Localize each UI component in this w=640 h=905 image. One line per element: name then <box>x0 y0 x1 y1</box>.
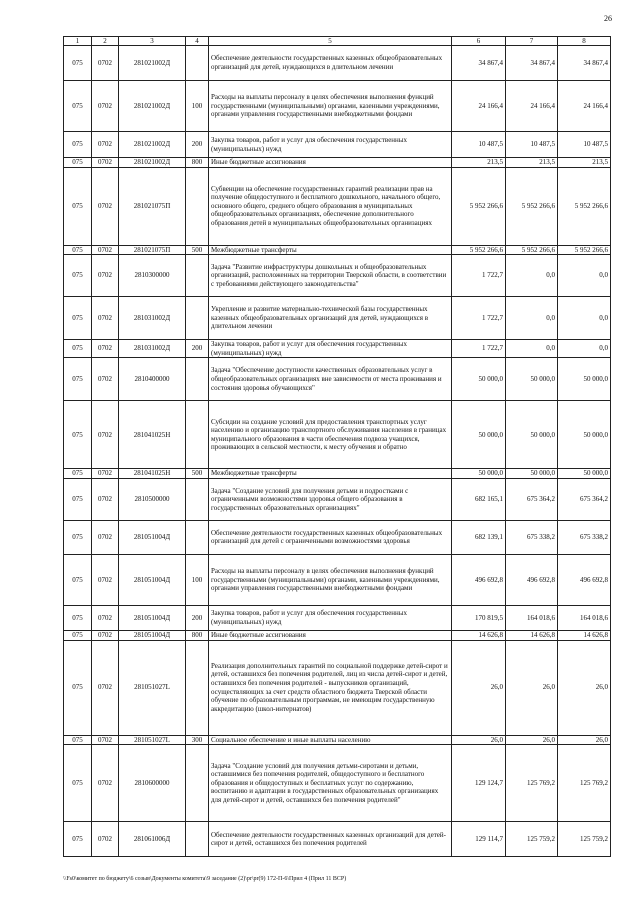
cell-target-code: 281021002Д <box>119 46 186 81</box>
cell-target-code: 2810500000 <box>119 478 186 520</box>
cell-description: Субвенции на обеспечение государственных гарантий реализации прав на получение общедоступного и бесплатного дошкольного, начального общего, основного общего, среднего общего образования в муниципальных общеобразовательных организациях, обеспечение дополнительного образования детей в муниципальных общеобразовательных организациях <box>209 167 452 245</box>
table-row <box>64 640 611 735</box>
cell-description: Задача "Создание условий для получения детьми и подростками с ограниченными возможностями здоровья общего образования в государственных образовательных организациях" <box>209 478 452 520</box>
cell-section-code: 0702 <box>92 554 119 605</box>
file-path-footer: \\Fs0\комитет по бюджету\6 созыв\Документы комитета\9 заседание (2)\pr\pr(9) 172-П-6\Прил 4 (Прил 11 ВСР) <box>63 876 347 882</box>
cell-section-code: 0702 <box>92 245 119 255</box>
cell-amount-3: 125 769,2 <box>558 745 611 822</box>
cell-description: Обеспечение деятельности государственных казенных общеобразовательных организаций для детей с ограниченными возможностями здоровья <box>209 520 452 554</box>
cell-admin-code: 075 <box>64 46 92 81</box>
table-row <box>64 469 611 479</box>
cell-expense-type: 200 <box>186 340 209 358</box>
cell-admin-code: 075 <box>64 340 92 358</box>
column-number-row <box>64 37 611 46</box>
cell-amount-1: 50 000,0 <box>452 358 506 401</box>
cell-section-code: 0702 <box>92 132 119 158</box>
cell-amount-2: 14 626,8 <box>506 630 558 640</box>
column-header: 7 <box>506 37 558 46</box>
cell-description: Закупка товаров, работ и услуг для обеспечения государственных (муниципальных) нужд <box>209 132 452 158</box>
cell-admin-code: 075 <box>64 478 92 520</box>
cell-section-code: 0702 <box>92 158 119 168</box>
cell-amount-3: 0,0 <box>558 255 611 297</box>
cell-section-code: 0702 <box>92 167 119 245</box>
cell-section-code: 0702 <box>92 358 119 401</box>
cell-description: Расходы на выплаты персоналу в целях обеспечения выполнения функций государственными (муниципальными) органами, казенными учреждениями, органами управления государственными внебюджетными фондами <box>209 554 452 605</box>
cell-admin-code: 075 <box>64 81 92 132</box>
cell-amount-3: 50 000,0 <box>558 469 611 479</box>
cell-expense-type <box>186 297 209 340</box>
cell-admin-code: 075 <box>64 745 92 822</box>
cell-admin-code: 075 <box>64 605 92 630</box>
cell-amount-2: 5 952 266,6 <box>506 167 558 245</box>
table-row <box>64 158 611 168</box>
cell-section-code: 0702 <box>92 478 119 520</box>
cell-expense-type <box>186 167 209 245</box>
cell-admin-code: 075 <box>64 469 92 479</box>
table-row <box>64 822 611 857</box>
cell-admin-code: 075 <box>64 167 92 245</box>
cell-amount-1: 5 952 266,6 <box>452 167 506 245</box>
cell-amount-1: 5 952 266,6 <box>452 245 506 255</box>
cell-amount-1: 26,0 <box>452 640 506 735</box>
cell-amount-1: 24 166,4 <box>452 81 506 132</box>
table-row <box>64 745 611 822</box>
table-row <box>64 81 611 132</box>
cell-description: Межбюджетные трансферты <box>209 469 452 479</box>
cell-admin-code: 075 <box>64 297 92 340</box>
cell-section-code: 0702 <box>92 520 119 554</box>
cell-expense-type <box>186 478 209 520</box>
table-row <box>64 401 611 469</box>
cell-amount-1: 129 114,7 <box>452 822 506 857</box>
cell-amount-3: 50 000,0 <box>558 358 611 401</box>
cell-target-code: 2810600000 <box>119 745 186 822</box>
cell-amount-1: 170 819,5 <box>452 605 506 630</box>
cell-section-code: 0702 <box>92 630 119 640</box>
cell-amount-3: 10 487,5 <box>558 132 611 158</box>
cell-amount-3: 125 759,2 <box>558 822 611 857</box>
cell-description: Иные бюджетные ассигнования <box>209 158 452 168</box>
cell-section-code: 0702 <box>92 745 119 822</box>
cell-amount-2: 50 000,0 <box>506 469 558 479</box>
cell-amount-3: 24 166,4 <box>558 81 611 132</box>
cell-admin-code: 075 <box>64 822 92 857</box>
cell-amount-1: 1 722,7 <box>452 255 506 297</box>
cell-description: Обеспечение деятельности государственных казенных общеобразовательных организаций для детей, нуждающихся в длительном лечении <box>209 46 452 81</box>
cell-expense-type <box>186 822 209 857</box>
cell-expense-type: 500 <box>186 469 209 479</box>
column-header: 4 <box>186 37 209 46</box>
cell-section-code: 0702 <box>92 822 119 857</box>
table-row <box>64 340 611 358</box>
cell-amount-3: 675 364,2 <box>558 478 611 520</box>
cell-target-code: 281021002Д <box>119 132 186 158</box>
cell-amount-1: 213,5 <box>452 158 506 168</box>
table-row <box>64 520 611 554</box>
cell-description: Субсидии на создание условий для предоставления транспортных услуг населению и организацию транспортного обслуживания населения в границах муниципального образования в части обеспечения подвоза учащихся, проживающих в сельской местности, к месту обучения и обратно <box>209 401 452 469</box>
cell-amount-2: 675 364,2 <box>506 478 558 520</box>
cell-amount-2: 0,0 <box>506 255 558 297</box>
cell-amount-1: 50 000,0 <box>452 401 506 469</box>
cell-description: Социальное обеспечение и иные выплаты населению <box>209 735 452 745</box>
cell-amount-3: 496 692,8 <box>558 554 611 605</box>
cell-expense-type: 200 <box>186 605 209 630</box>
cell-amount-1: 1 722,7 <box>452 297 506 340</box>
cell-description: Укрепление и развитие материально-технической базы государственных казенных общеобразовательных организаций для детей, нуждающихся в длительном лечении <box>209 297 452 340</box>
table-row <box>64 735 611 745</box>
column-header: 2 <box>92 37 119 46</box>
cell-target-code: 2810300000 <box>119 255 186 297</box>
table-row <box>64 630 611 640</box>
cell-amount-2: 50 000,0 <box>506 401 558 469</box>
cell-amount-3: 14 626,8 <box>558 630 611 640</box>
cell-target-code: 281051004Д <box>119 520 186 554</box>
cell-amount-3: 0,0 <box>558 340 611 358</box>
cell-target-code: 281021002Д <box>119 81 186 132</box>
table-row <box>64 245 611 255</box>
table-row <box>64 132 611 158</box>
cell-amount-1: 682 165,1 <box>452 478 506 520</box>
cell-admin-code: 075 <box>64 255 92 297</box>
cell-amount-3: 50 000,0 <box>558 401 611 469</box>
cell-description: Задача "Развитие инфраструктуры дошкольных и общеобразовательных организаций, расположенных на территории Тверской области, в соответствии с требованиями действующего законодательства" <box>209 255 452 297</box>
cell-amount-2: 125 769,2 <box>506 745 558 822</box>
table-row <box>64 478 611 520</box>
cell-target-code: 281021002Д <box>119 158 186 168</box>
table-row <box>64 167 611 245</box>
cell-target-code: 281021075П <box>119 167 186 245</box>
cell-amount-2: 10 487,5 <box>506 132 558 158</box>
cell-target-code: 281051027L <box>119 735 186 745</box>
cell-amount-2: 50 000,0 <box>506 358 558 401</box>
cell-amount-3: 0,0 <box>558 297 611 340</box>
cell-expense-type: 300 <box>186 735 209 745</box>
cell-section-code: 0702 <box>92 605 119 630</box>
cell-amount-1: 129 124,7 <box>452 745 506 822</box>
cell-amount-3: 26,0 <box>558 640 611 735</box>
cell-amount-1: 1 722,7 <box>452 340 506 358</box>
cell-section-code: 0702 <box>92 297 119 340</box>
cell-amount-2: 34 867,4 <box>506 46 558 81</box>
cell-target-code: 281021075П <box>119 245 186 255</box>
cell-amount-2: 26,0 <box>506 735 558 745</box>
table-row <box>64 358 611 401</box>
cell-amount-2: 24 166,4 <box>506 81 558 132</box>
cell-section-code: 0702 <box>92 469 119 479</box>
page-number: 26 <box>604 14 612 23</box>
cell-expense-type: 100 <box>186 81 209 132</box>
cell-amount-3: 5 952 266,6 <box>558 167 611 245</box>
cell-amount-2: 675 338,2 <box>506 520 558 554</box>
cell-amount-1: 14 626,8 <box>452 630 506 640</box>
cell-amount-2: 26,0 <box>506 640 558 735</box>
cell-admin-code: 075 <box>64 735 92 745</box>
cell-expense-type <box>186 745 209 822</box>
cell-amount-2: 213,5 <box>506 158 558 168</box>
cell-amount-1: 26,0 <box>452 735 506 745</box>
cell-admin-code: 075 <box>64 640 92 735</box>
table-row <box>64 255 611 297</box>
cell-expense-type <box>186 640 209 735</box>
cell-amount-3: 675 338,2 <box>558 520 611 554</box>
cell-admin-code: 075 <box>64 158 92 168</box>
cell-expense-type: 100 <box>186 554 209 605</box>
cell-description: Межбюджетные трансферты <box>209 245 452 255</box>
cell-amount-1: 50 000,0 <box>452 469 506 479</box>
cell-admin-code: 075 <box>64 554 92 605</box>
cell-section-code: 0702 <box>92 340 119 358</box>
budget-table <box>63 36 611 857</box>
cell-target-code: 281051027L <box>119 640 186 735</box>
cell-amount-3: 34 867,4 <box>558 46 611 81</box>
cell-admin-code: 075 <box>64 630 92 640</box>
cell-amount-3: 26,0 <box>558 735 611 745</box>
cell-expense-type: 500 <box>186 245 209 255</box>
cell-description: Расходы на выплаты персоналу в целях обеспечения выполнения функций государственными (муниципальными) органами, казенными учреждениями, органами управления государственными внебюджетными фондами <box>209 81 452 132</box>
column-header: 5 <box>209 37 452 46</box>
column-header: 8 <box>558 37 611 46</box>
cell-section-code: 0702 <box>92 81 119 132</box>
column-header: 6 <box>452 37 506 46</box>
cell-target-code: 281061006Д <box>119 822 186 857</box>
cell-section-code: 0702 <box>92 735 119 745</box>
cell-expense-type: 200 <box>186 132 209 158</box>
cell-admin-code: 075 <box>64 520 92 554</box>
table-row <box>64 554 611 605</box>
cell-expense-type: 800 <box>186 630 209 640</box>
cell-amount-2: 125 759,2 <box>506 822 558 857</box>
cell-target-code: 281031002Д <box>119 297 186 340</box>
column-header: 1 <box>64 37 92 46</box>
table-row <box>64 605 611 630</box>
cell-admin-code: 075 <box>64 132 92 158</box>
cell-section-code: 0702 <box>92 401 119 469</box>
cell-target-code: 2810400000 <box>119 358 186 401</box>
table-row <box>64 46 611 81</box>
cell-target-code: 281041025Н <box>119 401 186 469</box>
cell-admin-code: 075 <box>64 358 92 401</box>
cell-section-code: 0702 <box>92 46 119 81</box>
cell-section-code: 0702 <box>92 640 119 735</box>
cell-target-code: 281051004Д <box>119 605 186 630</box>
cell-expense-type <box>186 358 209 401</box>
cell-expense-type <box>186 520 209 554</box>
cell-description: Обеспечение деятельности государственных казенных организаций для детей-сирот и детей, оставшихся без попечения родителей <box>209 822 452 857</box>
cell-description: Реализация дополнительных гарантий по социальной поддержке детей-сирот и детей, оставшихся без попечения родителей, лиц из числа детей-сирот и детей, оставшихся без попечения родителей - выпускников организаций, осуществляющих за счет средств областного бюджета Тверской области обучение по образовательным программам, не имеющим государственную аккредитацию (школ-интернатов) <box>209 640 452 735</box>
cell-expense-type: 800 <box>186 158 209 168</box>
cell-amount-1: 496 692,8 <box>452 554 506 605</box>
cell-amount-3: 213,5 <box>558 158 611 168</box>
cell-amount-3: 5 952 266,6 <box>558 245 611 255</box>
cell-amount-3: 164 018,6 <box>558 605 611 630</box>
cell-amount-2: 164 018,6 <box>506 605 558 630</box>
cell-amount-2: 5 952 266,6 <box>506 245 558 255</box>
cell-description: Закупка товаров, работ и услуг для обеспечения государственных (муниципальных) нужд <box>209 605 452 630</box>
cell-target-code: 281031002Д <box>119 340 186 358</box>
cell-amount-2: 496 692,8 <box>506 554 558 605</box>
cell-description: Задача "Обеспечение доступности качественных образовательных услуг в общеобразовательных организациях вне зависимости от места проживания и состояния здоровья обучающихся" <box>209 358 452 401</box>
cell-description: Задача "Создание условий для получения детьми-сиротами и детьми, оставшимися без попечения родителей, общедоступного и бесплатного образования и общедоступных и бесплатных услуг по содержанию, воспитанию и адаптации в государственных образовательных организациях для детей-сирот и детей, оставшихся без попечения родителей" <box>209 745 452 822</box>
cell-target-code: 281051004Д <box>119 554 186 605</box>
cell-admin-code: 075 <box>64 245 92 255</box>
cell-amount-1: 10 487,5 <box>452 132 506 158</box>
cell-amount-1: 682 139,1 <box>452 520 506 554</box>
cell-description: Закупка товаров, работ и услуг для обеспечения государственных (муниципальных) нужд <box>209 340 452 358</box>
cell-section-code: 0702 <box>92 255 119 297</box>
column-header: 3 <box>119 37 186 46</box>
cell-expense-type <box>186 255 209 297</box>
table-row <box>64 297 611 340</box>
cell-target-code: 281051004Д <box>119 630 186 640</box>
cell-expense-type <box>186 401 209 469</box>
cell-expense-type <box>186 46 209 81</box>
cell-target-code: 281041025Н <box>119 469 186 479</box>
cell-description: Иные бюджетные ассигнования <box>209 630 452 640</box>
cell-admin-code: 075 <box>64 401 92 469</box>
cell-amount-2: 0,0 <box>506 297 558 340</box>
cell-amount-1: 34 867,4 <box>452 46 506 81</box>
cell-amount-2: 0,0 <box>506 340 558 358</box>
